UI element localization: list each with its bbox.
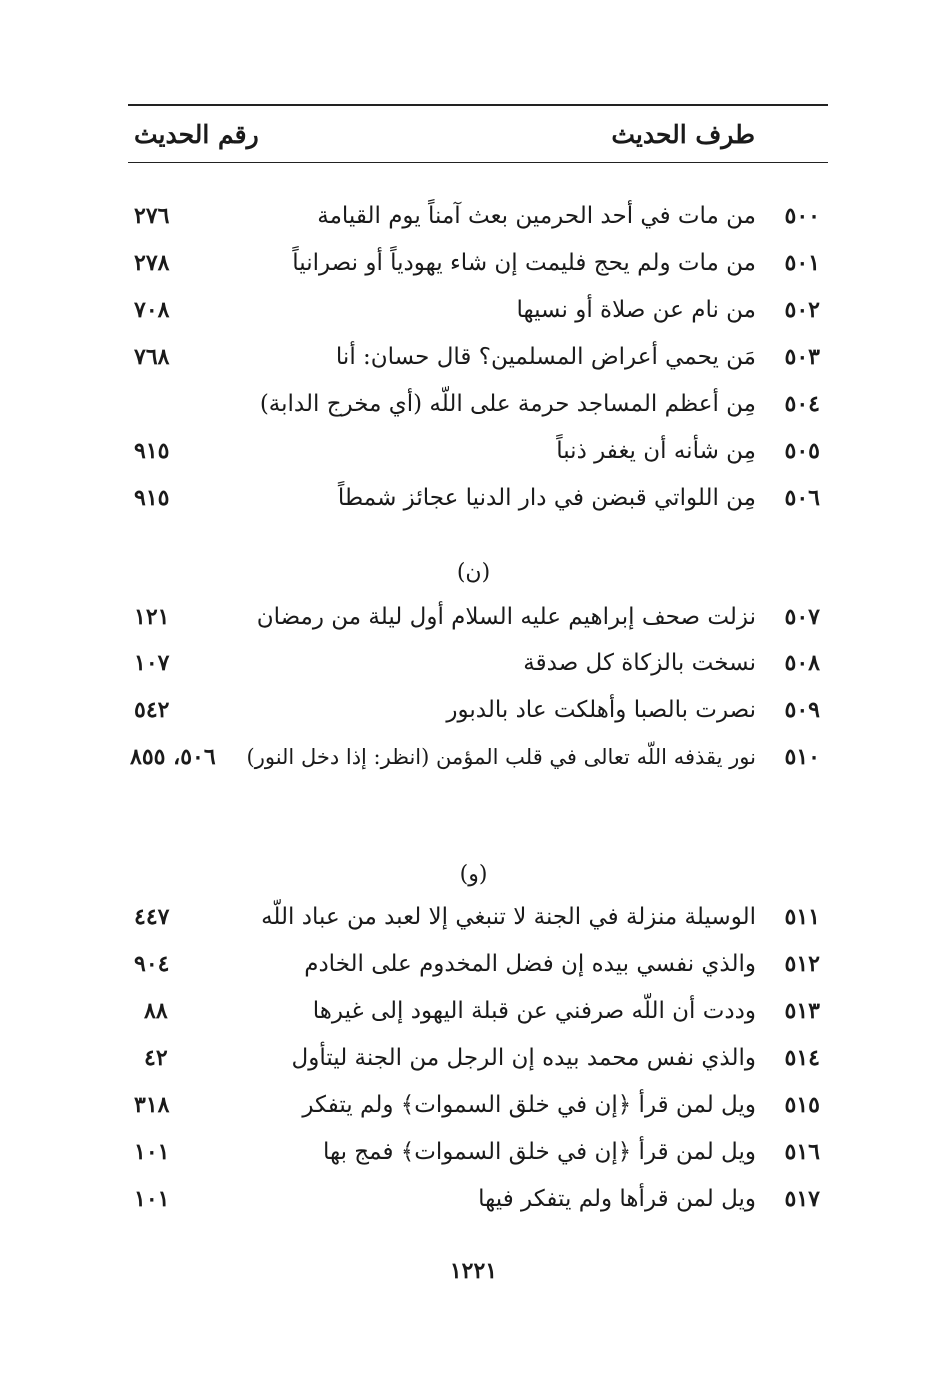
entry-text: وددت أن اللّه صرفني عن قبلة اليهود إلى غيرها: [312, 998, 756, 1024]
entry-number: ٥٠٦: [784, 485, 820, 511]
header-top-rule: [128, 104, 828, 106]
entry-text: من مات في أحد الحرمين بعث آمناً يوم القيامة: [317, 203, 756, 229]
list-item: [128, 643, 828, 683]
entry-number: ٥١١: [784, 904, 820, 930]
entry-number: ٥٠٧: [784, 604, 820, 630]
entry-text: نصرت بالصبا وأهلكت عاد بالدبور: [446, 697, 756, 723]
entry-reference: ٩٠٤: [134, 951, 170, 977]
list-item: [128, 337, 828, 377]
list-item: [128, 737, 828, 777]
entry-reference: ١٠١: [134, 1186, 170, 1212]
list-item: [128, 478, 828, 518]
entry-text: ويل لمن قرأها ولم يتفكر فيها: [478, 1186, 756, 1212]
entry-number: ٥٠٤: [784, 391, 820, 417]
entry-number: ٥١٢: [784, 951, 820, 977]
list-item: [128, 290, 828, 330]
list-item: [128, 196, 828, 236]
entry-number: ٥٠٣: [784, 344, 820, 370]
entry-number: ٥٠٢: [784, 297, 820, 323]
entry-reference: ٤٢: [144, 1045, 168, 1071]
list-item: [128, 897, 828, 937]
list-item: [128, 431, 828, 471]
entry-number: ٥٠٩: [784, 697, 820, 723]
list-item: [128, 944, 828, 984]
section-heading-noon: (ن): [456, 560, 491, 585]
entry-reference: ١٠١: [134, 1139, 170, 1165]
entry-number: ٥٠٨: [784, 650, 820, 676]
entry-text: من نام عن صلاة أو نسيها: [516, 297, 756, 323]
entry-reference: ٩١٥: [134, 485, 170, 511]
list-item: [128, 597, 828, 637]
entry-text: من مات ولم يحج فليمت إن شاء يهودياً أو نصرانياً: [292, 250, 756, 276]
entry-reference: ٢٧٨: [134, 250, 170, 276]
entry-number: ٥١٧: [784, 1186, 820, 1212]
column-header-hadith-text: طرف الحديث: [611, 120, 755, 149]
entry-text: نسخت بالزكاة كل صدقة: [523, 650, 756, 676]
entry-reference: ٩١٥: [134, 438, 170, 464]
entry-text: ويل لمن قرأ ﴿إن في خلق السموات﴾ ولم يتفكر: [302, 1092, 756, 1118]
entry-number: ٥١٦: [784, 1139, 820, 1165]
entry-text: مِن شأنه أن يغفر ذنباً: [556, 438, 756, 464]
entry-reference: ٥٤٢: [134, 697, 170, 723]
entry-text: والذي نفسي بيده إن فضل المخدوم على الخادم: [304, 951, 756, 977]
list-item: [128, 991, 828, 1031]
entry-text: نور يقذفه اللّه تعالى في قلب المؤمن (انظر: إذا دخل النور): [246, 745, 756, 769]
entry-reference: ٤٤٧: [134, 904, 170, 930]
entry-text: الوسيلة منزلة في الجنة لا تنبغي إلا لعبد من عباد اللّه: [261, 904, 756, 930]
entry-text: مِن أعظم المساجد حرمة على اللّه (أي مخرج الدابة): [259, 391, 756, 417]
entry-text: مَن يحمي أعراض المسلمين؟ قال حسان: أنا: [335, 344, 756, 370]
entry-text: مِن اللواتي قبضن في دار الدنيا عجائز شمطاً: [337, 485, 756, 511]
entry-reference: ٣١٨: [134, 1092, 170, 1118]
column-header-hadith-number: رقم الحديث: [134, 120, 259, 149]
entry-reference: ٥٠٦، ٨٥٥: [130, 744, 216, 770]
entry-number: ٥١٣: [784, 998, 820, 1024]
entry-text: والذي نفس محمد بيده إن الرجل من الجنة ليتأول: [291, 1045, 756, 1071]
list-item: [128, 690, 828, 730]
entry-number: ٥٠١: [784, 250, 820, 276]
entry-number: ٥٠٥: [784, 438, 820, 464]
entry-number: ٥١٠: [784, 744, 820, 770]
entry-reference: ٢٧٦: [134, 203, 170, 229]
list-item: [128, 1038, 828, 1078]
list-item: [128, 1085, 828, 1125]
page-number: ١٢٢١: [449, 1258, 498, 1284]
entry-reference: ٧٦٨: [134, 344, 170, 370]
entry-number: ٥١٤: [784, 1045, 820, 1071]
entry-reference: ١٢١: [134, 604, 170, 630]
entry-number: ٥٠٠: [784, 203, 820, 229]
entry-text: ويل لمن قرأ ﴿إن في خلق السموات﴾ فمج بها: [322, 1139, 756, 1165]
entry-reference: ٨٨: [144, 998, 168, 1024]
entry-text: نزلت صحف إبراهيم عليه السلام أول ليلة من رمضان: [256, 604, 756, 630]
entry-number: ٥١٥: [784, 1092, 820, 1118]
entry-reference: ١٠٧: [134, 650, 170, 676]
header-bottom-rule: [128, 162, 828, 163]
list-item: [128, 1132, 828, 1172]
list-item: [128, 1179, 828, 1219]
list-item: [128, 243, 828, 283]
list-item: [128, 384, 828, 424]
section-heading-waw: (و): [459, 862, 488, 887]
entry-reference: ٧٠٨: [134, 297, 170, 323]
